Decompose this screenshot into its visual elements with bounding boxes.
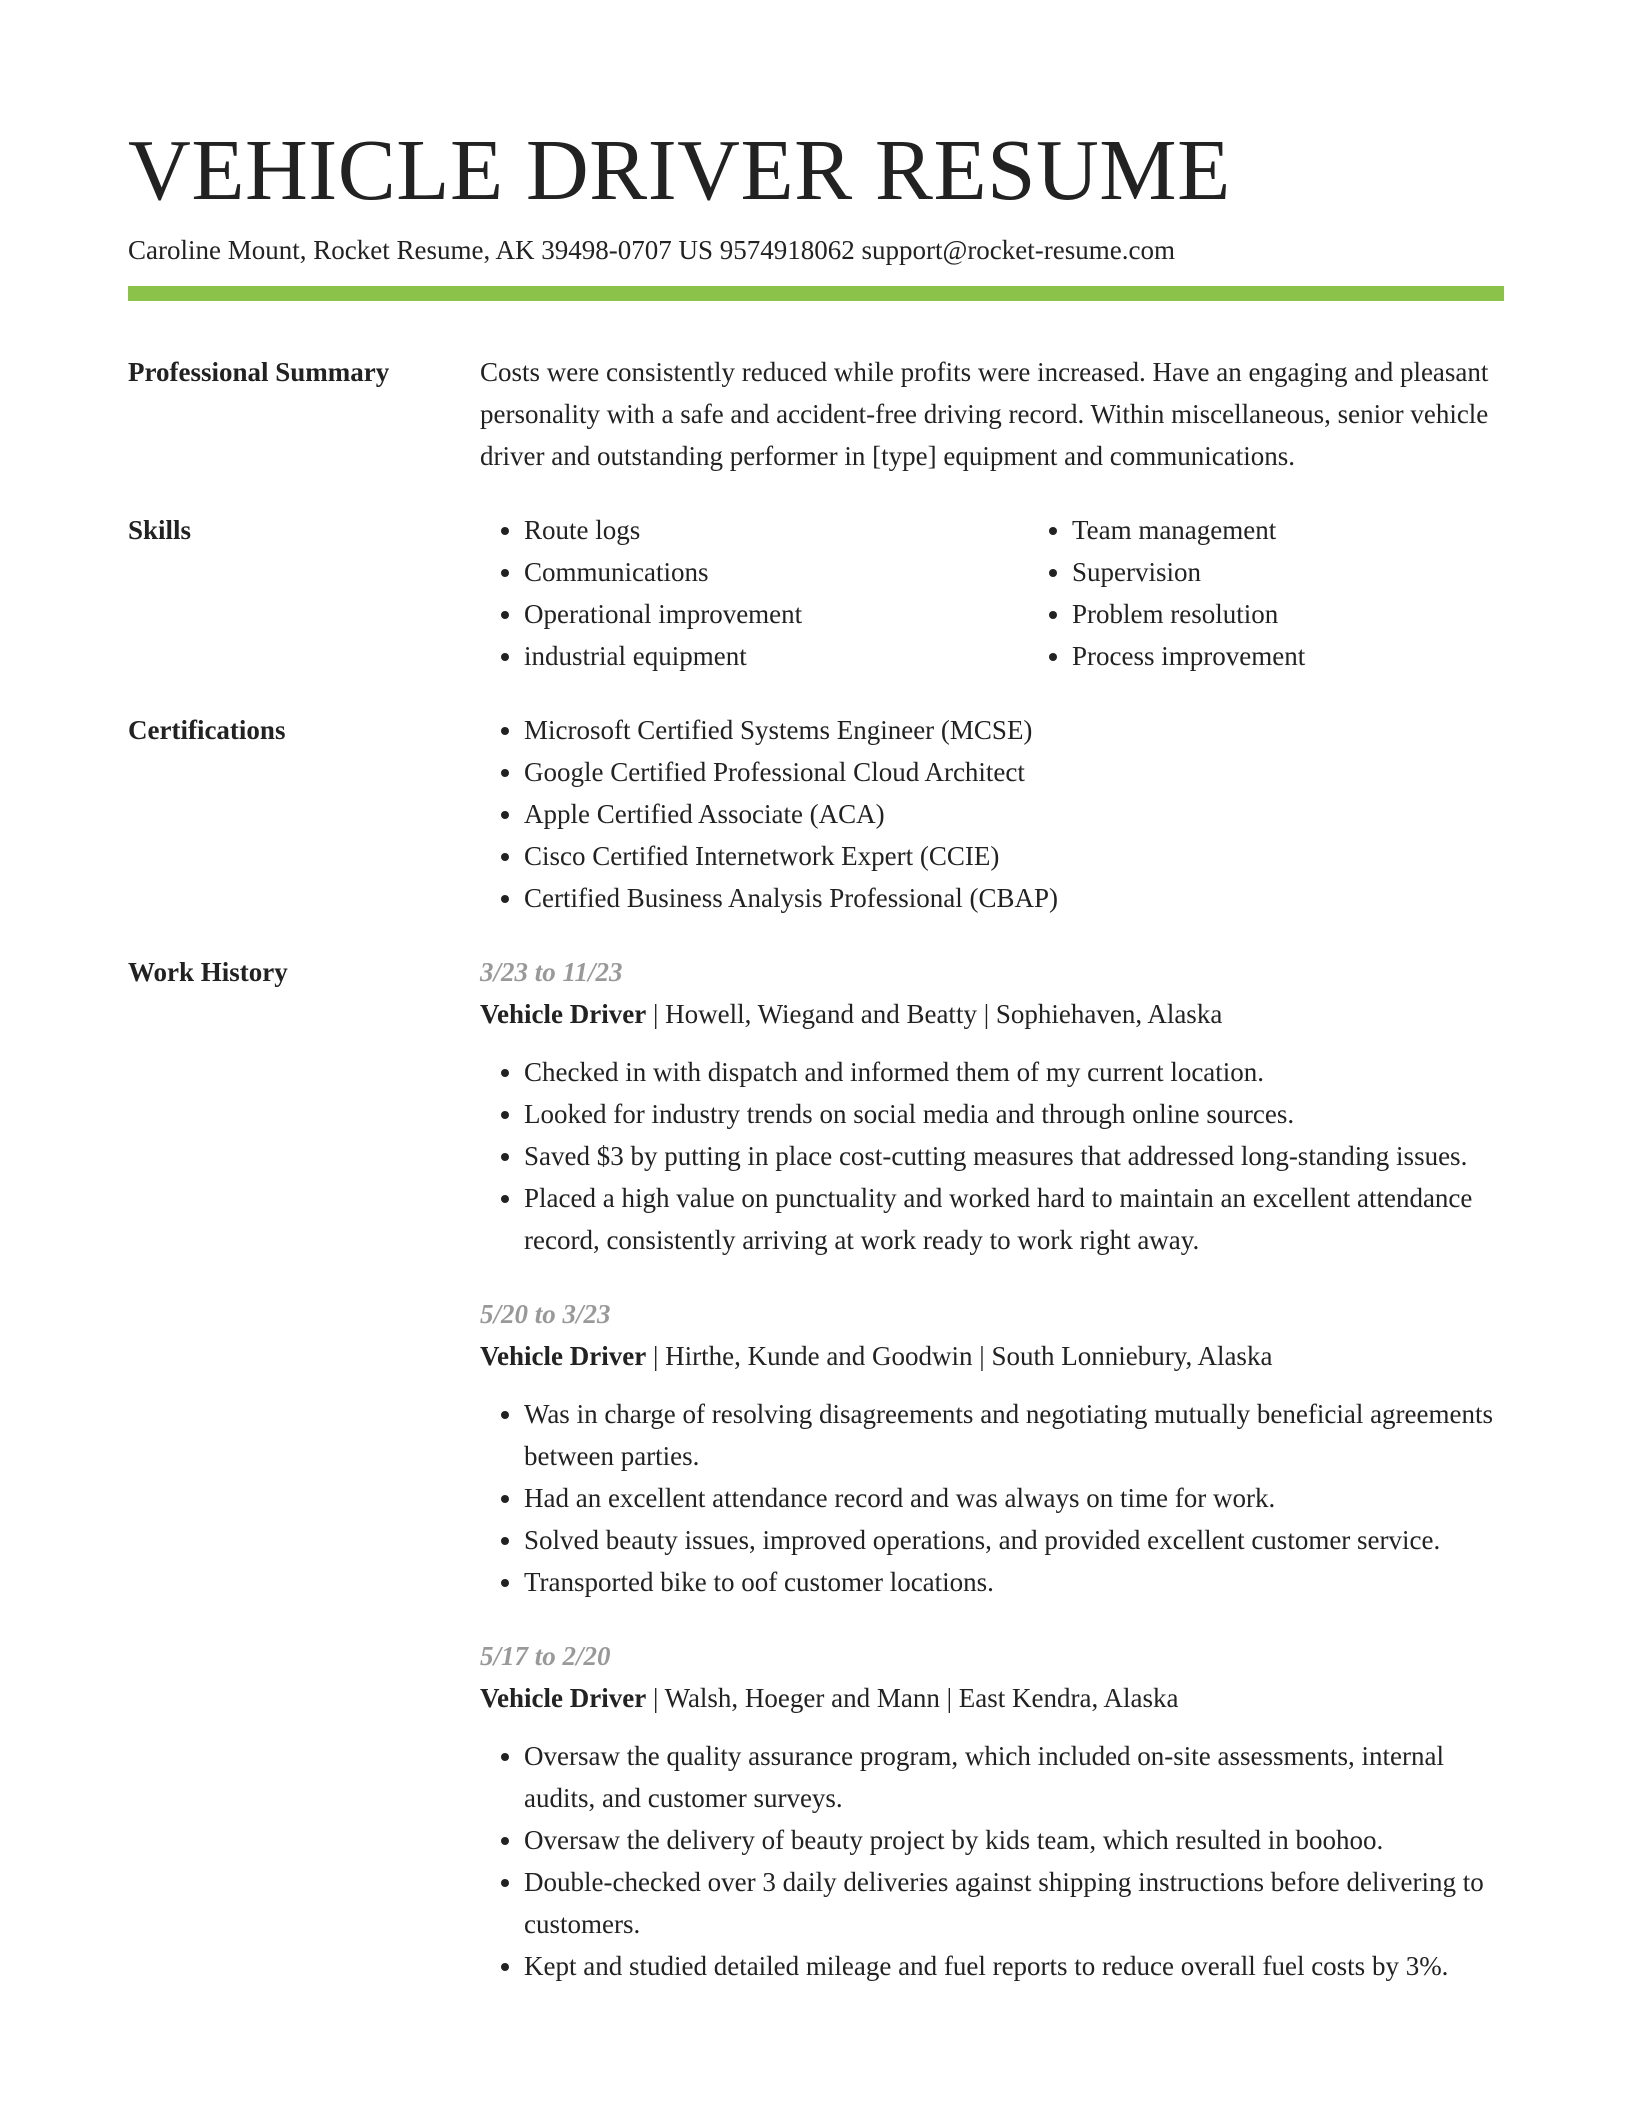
- certifications-list: [480, 709, 1504, 919]
- job-bullet: • Saved $3 by putting in place cost-cutting measures that addressed long-standing issues.: [524, 1135, 1504, 1177]
- resume-page: [128, 118, 1504, 1987]
- job-dates: 5/17 to 2/20: [480, 1641, 611, 1671]
- contact-line: Caroline Mount, Rocket Resume, AK 39498-0707 US 9574918062 support@rocket-resume.com: [128, 235, 1175, 265]
- skill-item: • Problem resolution: [1072, 593, 1305, 635]
- section-label-skills: Skills: [128, 515, 192, 545]
- job-bullet: • Kept and studied detailed mileage and fuel reports to reduce overall fuel costs by 3%.: [524, 1945, 1504, 1987]
- work-history-content: [480, 951, 1504, 1987]
- job-heading: [480, 1335, 1504, 1377]
- certification-item: • Cisco Certified Internetwork Expert (CCIE): [524, 835, 1504, 877]
- job-bullet: • Was in charge of resolving disagreements and negotiating mutually beneficial agreements between parties.: [524, 1393, 1504, 1477]
- skills-section: [128, 509, 1504, 677]
- job-bullet: • Double-checked over 3 daily deliveries against shipping instructions before delivering to customers.: [524, 1861, 1504, 1945]
- skill-item: • Communications: [524, 551, 1028, 593]
- certifications-section: [128, 709, 1504, 919]
- job-heading: [480, 993, 1504, 1035]
- section-label-certifications: Certifications: [128, 715, 286, 745]
- job-entry: [480, 951, 1504, 1261]
- job-bullets: [480, 1393, 1504, 1603]
- summary-text: Costs were consistently reduced while profits were increased. Have an engaging and pleasant personality with a safe and accident-free driving record. Within miscellaneous, senior vehicle driver and outstanding performer in [type] equipment and communications.: [480, 357, 1489, 471]
- job-bullets: [480, 1735, 1504, 1987]
- accent-divider: [128, 286, 1504, 301]
- job-entry: [480, 1293, 1504, 1603]
- skill-item: • Process improvement: [1072, 635, 1305, 677]
- job-bullet: • Oversaw the delivery of beauty project by kids team, which resulted in boohoo.: [524, 1819, 1504, 1861]
- work-history-section: [128, 951, 1504, 1987]
- skill-item: • Operational improvement: [524, 593, 1028, 635]
- resume-title: VEHICLE DRIVER RESUME: [128, 121, 1231, 218]
- job-role: Vehicle Driver: [480, 1683, 647, 1713]
- job-role: Vehicle Driver: [480, 999, 647, 1029]
- professional-summary-section: [128, 351, 1504, 477]
- certification-item: • Google Certified Professional Cloud Architect: [524, 751, 1504, 793]
- skills-list-right: [1028, 509, 1305, 677]
- job-bullet: • Transported bike to oof customer locations.: [524, 1561, 1504, 1603]
- section-label-work-history: Work History: [128, 957, 288, 987]
- job-employer-location: | Howell, Wiegand and Beatty | Sophiehaven, Alaska: [646, 999, 1223, 1029]
- job-bullet: • Checked in with dispatch and informed them of my current location.: [524, 1051, 1504, 1093]
- job-heading: [480, 1677, 1504, 1719]
- certification-item: • Apple Certified Associate (ACA): [524, 793, 1504, 835]
- section-label-summary: Professional Summary: [128, 357, 390, 387]
- job-role: Vehicle Driver: [480, 1341, 647, 1371]
- job-bullets: [480, 1051, 1504, 1261]
- certification-item: • Certified Business Analysis Professional (CBAP): [524, 877, 1504, 919]
- skills-list-left: [480, 509, 1028, 677]
- skill-item: • Supervision: [1072, 551, 1305, 593]
- certifications-content: [480, 709, 1504, 919]
- job-bullet: • Placed a high value on punctuality and worked hard to maintain an excellent attendance record, consistently arriving at work ready to work right away.: [524, 1177, 1504, 1261]
- certification-item: • Microsoft Certified Systems Engineer (MCSE): [524, 709, 1504, 751]
- skill-item: • Team management: [1072, 509, 1305, 551]
- job-employer-location: | Hirthe, Kunde and Goodwin | South Lonniebury, Alaska: [646, 1341, 1273, 1371]
- skills-grid: [480, 509, 1504, 677]
- skill-item: • industrial equipment: [524, 635, 1028, 677]
- job-entry: [480, 1635, 1504, 1987]
- job-dates: 5/20 to 3/23: [480, 1299, 611, 1329]
- skill-item: • Route logs: [524, 509, 1028, 551]
- job-dates: 3/23 to 11/23: [480, 957, 623, 987]
- job-bullet: • Had an excellent attendance record and was always on time for work.: [524, 1477, 1504, 1519]
- job-employer-location: | Walsh, Hoeger and Mann | East Kendra, Alaska: [646, 1683, 1179, 1713]
- job-bullet: • Solved beauty issues, improved operations, and provided excellent customer service.: [524, 1519, 1504, 1561]
- job-bullet: • Oversaw the quality assurance program, which included on-site assessments, internal audits, and customer surveys.: [524, 1735, 1504, 1819]
- job-bullet: • Looked for industry trends on social media and through online sources.: [524, 1093, 1504, 1135]
